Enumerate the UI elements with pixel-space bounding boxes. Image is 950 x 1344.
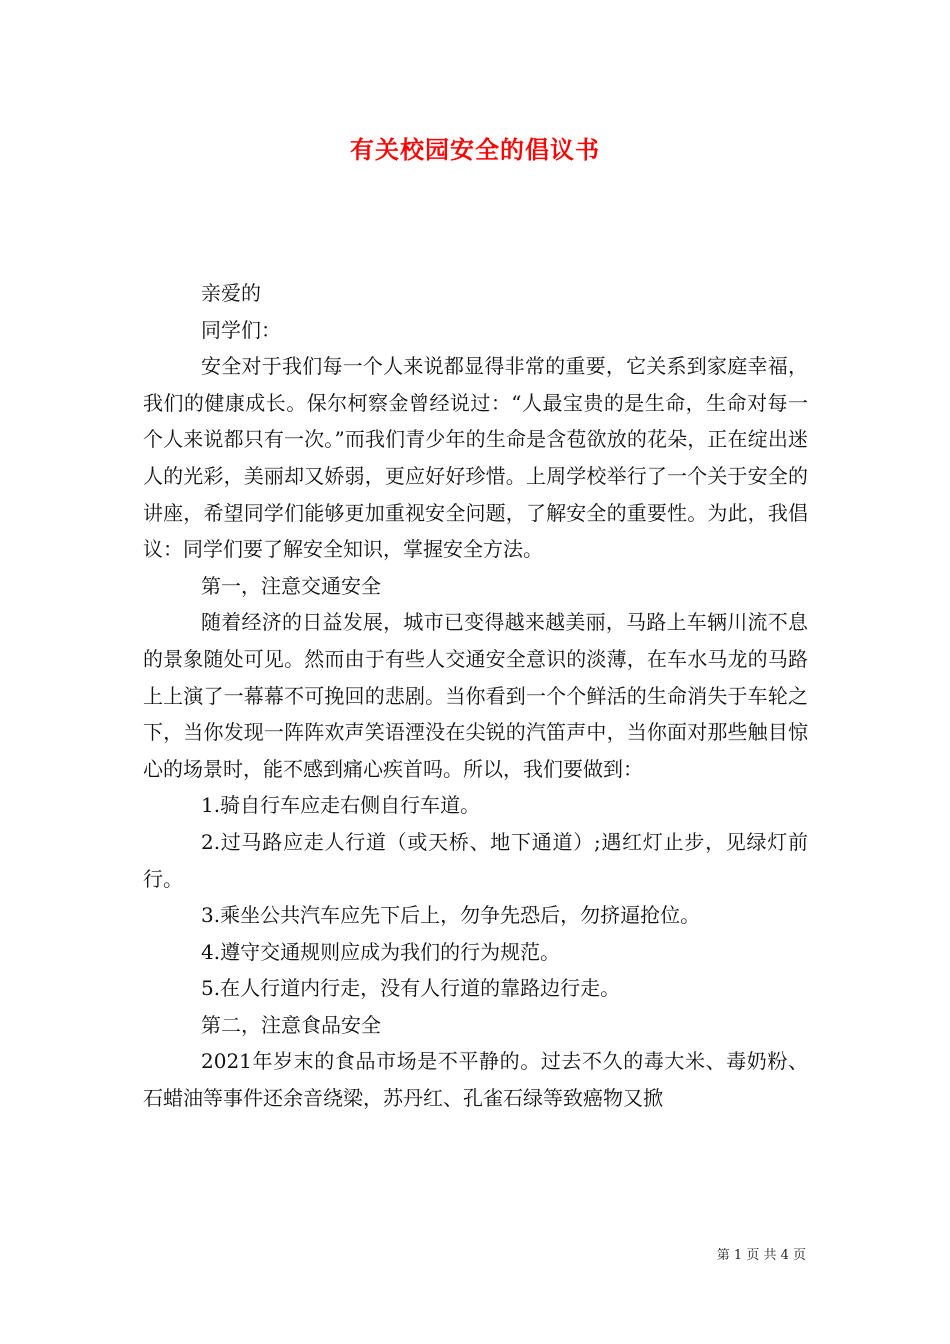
list-item-3: 3.乘坐公共汽车应先下后上，勿争先恐后，勿挤逼抢位。 — [201, 903, 701, 928]
intro-paragraph: 安全对于我们每一个人来说都显得非常的重要，它关系到家庭幸福，我们的健康成长。保尔柯察金曾经说过：“人最宝贵的是生命，生命对每一个人来说都只有一次。”而我们青少年的生命是含苞欲放的花朵，正在绽出迷人的光彩，美丽却又娇弱，更应好好珍惜。上周学校举行了一个关于安全的讲座，希望同学们能够更加重视安全问题，了解安全的重要性。为此，我倡议：同学们要了解安全知识，掌握安全方法。 — [143, 354, 808, 562]
list-item-5: 5.在人行道内行走，没有人行道的靠路边行走。 — [201, 976, 621, 1001]
document-title: 有关校园安全的倡议书 — [350, 135, 600, 164]
list-item-4: 4.遵守交通规则应成为我们的行为规范。 — [201, 939, 561, 964]
section-heading-food: 第二，注意食品安全 — [201, 1012, 381, 1037]
list-item-1: 1.骑自行车应走右侧自行车道。 — [201, 793, 481, 818]
salutation-line-2: 同学们： — [201, 317, 281, 342]
food-paragraph: 2021年岁末的食品市场是不平静的。过去不久的毒大米、毒奶粉、石蜡油等事件还余音绕梁，苏丹红、孔雀石绿等致癌物又掀 — [143, 1049, 808, 1111]
list-item-2: 2.过马路应走人行道（或天桥、地下通道）;遇红灯止步，见绿灯前行。 — [143, 829, 808, 891]
document-body — [143, 275, 808, 1117]
salutation-line-1: 亲爱的 — [201, 281, 261, 305]
section-heading-traffic: 第一，注意交通安全 — [201, 573, 381, 598]
traffic-paragraph: 随着经济的日益发展，城市已变得越来越美丽，马路上车辆川流不息的景象随处可见。然而由于有些人交通安全意识的淡薄，在车水马龙的马路上上演了一幕幕不可挽回的悲剧。当你看到一个个鲜活的生命消失于车轮之下，当你发现一阵阵欢声笑语湮没在尖锐的汽笛声中，当你面对那些触目惊心的场景时，能不感到痛心疾首吗。所以，我们要做到： — [143, 610, 808, 781]
page-number: 第 1 页 共 4 页 — [716, 1248, 806, 1263]
